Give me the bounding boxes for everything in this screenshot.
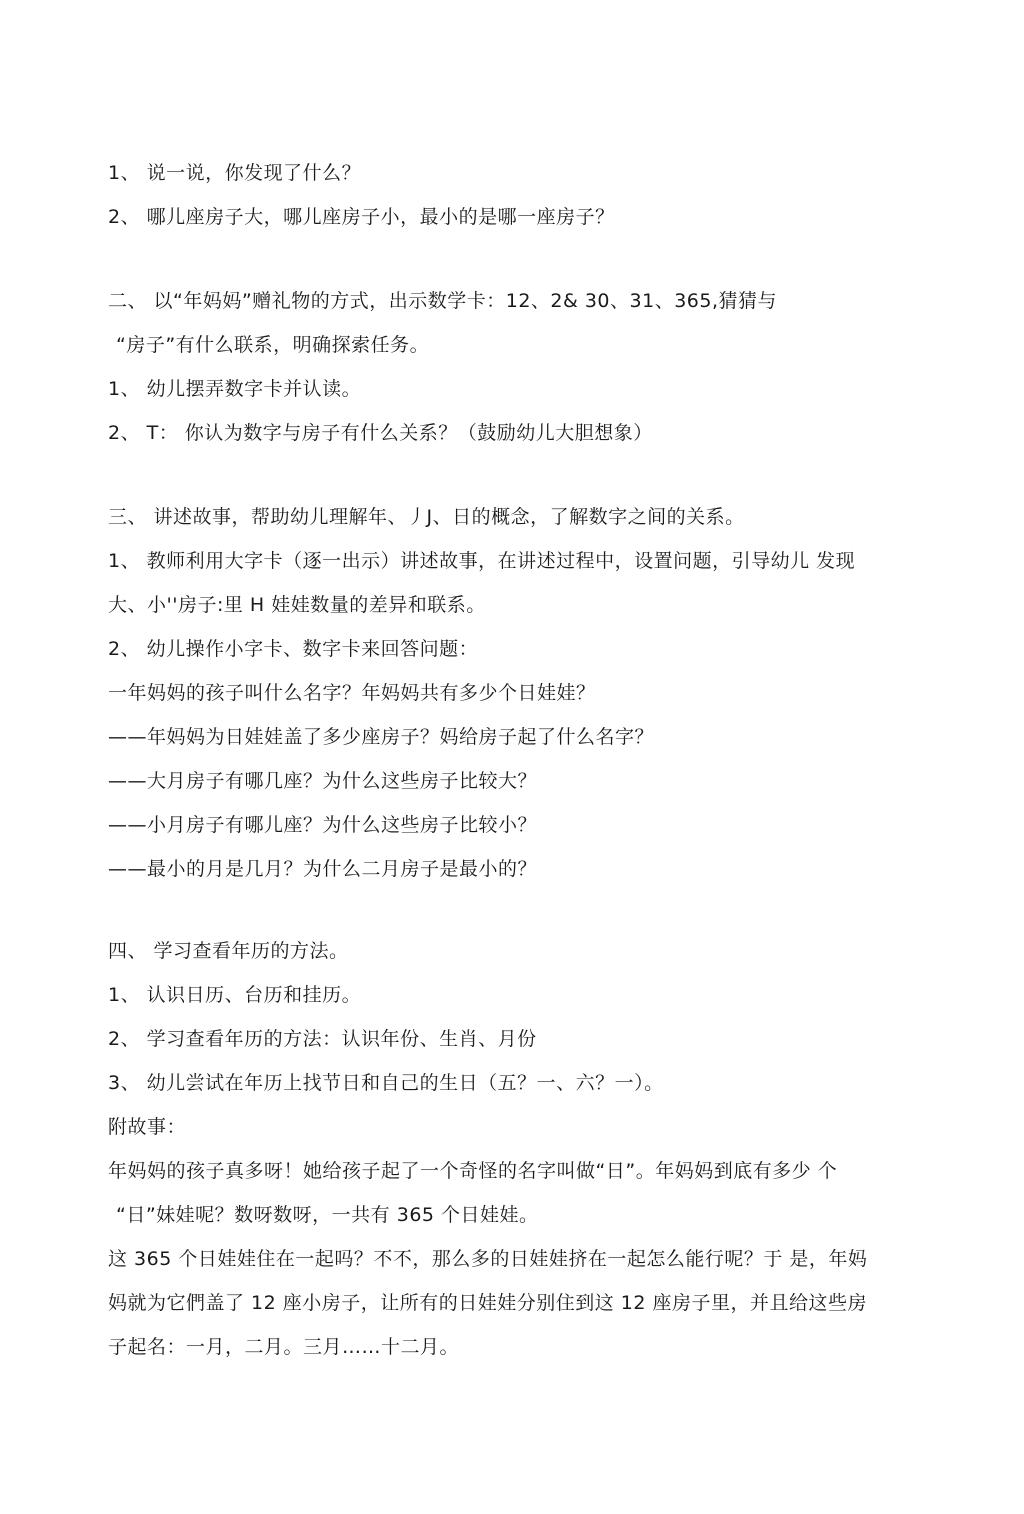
text-line: “日”妹娃呢？数呀数呀，一共有 365 个日娃娃。 <box>116 1204 539 1226</box>
text-line: 2、 哪儿座房子大，哪儿座房子小，最小的是哪一座房子？ <box>108 206 615 228</box>
text-line: 妈就为它們盖了 12 座小房子，让所有的日娃娃分别住到这 12 座房子里，并且给这些房 <box>108 1292 868 1314</box>
section-heading: 四、 学习查看年历的方法。 <box>108 940 349 962</box>
text-line: ——小月房子有哪儿座？为什么这些房子比较小？ <box>108 814 538 836</box>
text-line: 年妈妈的孩子真多呀！她给孩子起了一个奇怪的名字叫做“日”。年妈妈到底有多少 个 <box>108 1160 838 1182</box>
text-line: 2、 学习查看年历的方法：认识年份、生肖、月份 <box>108 1028 537 1050</box>
text-line: 这 365 个日娃娃住在一起吗？不不，那么多的日娃娃挤在一起怎么能行呢？于 是，年妈 <box>108 1248 868 1270</box>
text-line: ——大月房子有哪几座？为什么这些房子比较大？ <box>108 770 538 792</box>
text-line: 1、 幼儿摆弄数字卡并认读。 <box>108 378 362 400</box>
text-line: “房子”有什么联系，明确探索任务。 <box>116 334 430 356</box>
text-line: 2、 T： 你认为数字与房子有什么关系？（鼓励幼儿大胆想象） <box>108 422 653 444</box>
text-line: 1、 说一说，你发现了什么？ <box>108 162 362 184</box>
text-line: 子起名：一月，二月。三月……十二月。 <box>108 1336 460 1358</box>
text-line: 一年妈妈的孩子叫什么名字？年妈妈共有多少个日娃娃？ <box>108 682 596 704</box>
text-line: ——年妈妈为日娃娃盖了多少座房子？妈给房子起了什么名字？ <box>108 726 655 748</box>
section-heading: 二、 以“年妈妈”赠礼物的方式，出示数学卡：12、2& 30、31、365,猜猜与 <box>108 290 778 312</box>
text-line: 2、 幼儿操作小字卡、数字卡来回答问题： <box>108 638 479 660</box>
text-line: 1、 教师利用大字卡（逐一出示）讲述故事，在讲述过程中，设置问题，引导幼儿 发现 <box>108 550 856 572</box>
text-line: 3、 幼儿尝试在年历上找节日和自己的生日（五？一、六？一）。 <box>108 1072 664 1094</box>
text-line: 大、小''房子:里 H 娃娃数量的差异和联系。 <box>108 594 486 616</box>
text-line: 附故事： <box>108 1116 187 1138</box>
text-line: 1、 认识日历、台历和挂历。 <box>108 984 362 1006</box>
text-line: ——最小的月是几月？为什么二月房子是最小的？ <box>108 858 538 880</box>
section-heading: 三、 讲述故事，帮助幼儿理解年、丿J、日的概念，了解数字之间的关系。 <box>108 506 745 528</box>
